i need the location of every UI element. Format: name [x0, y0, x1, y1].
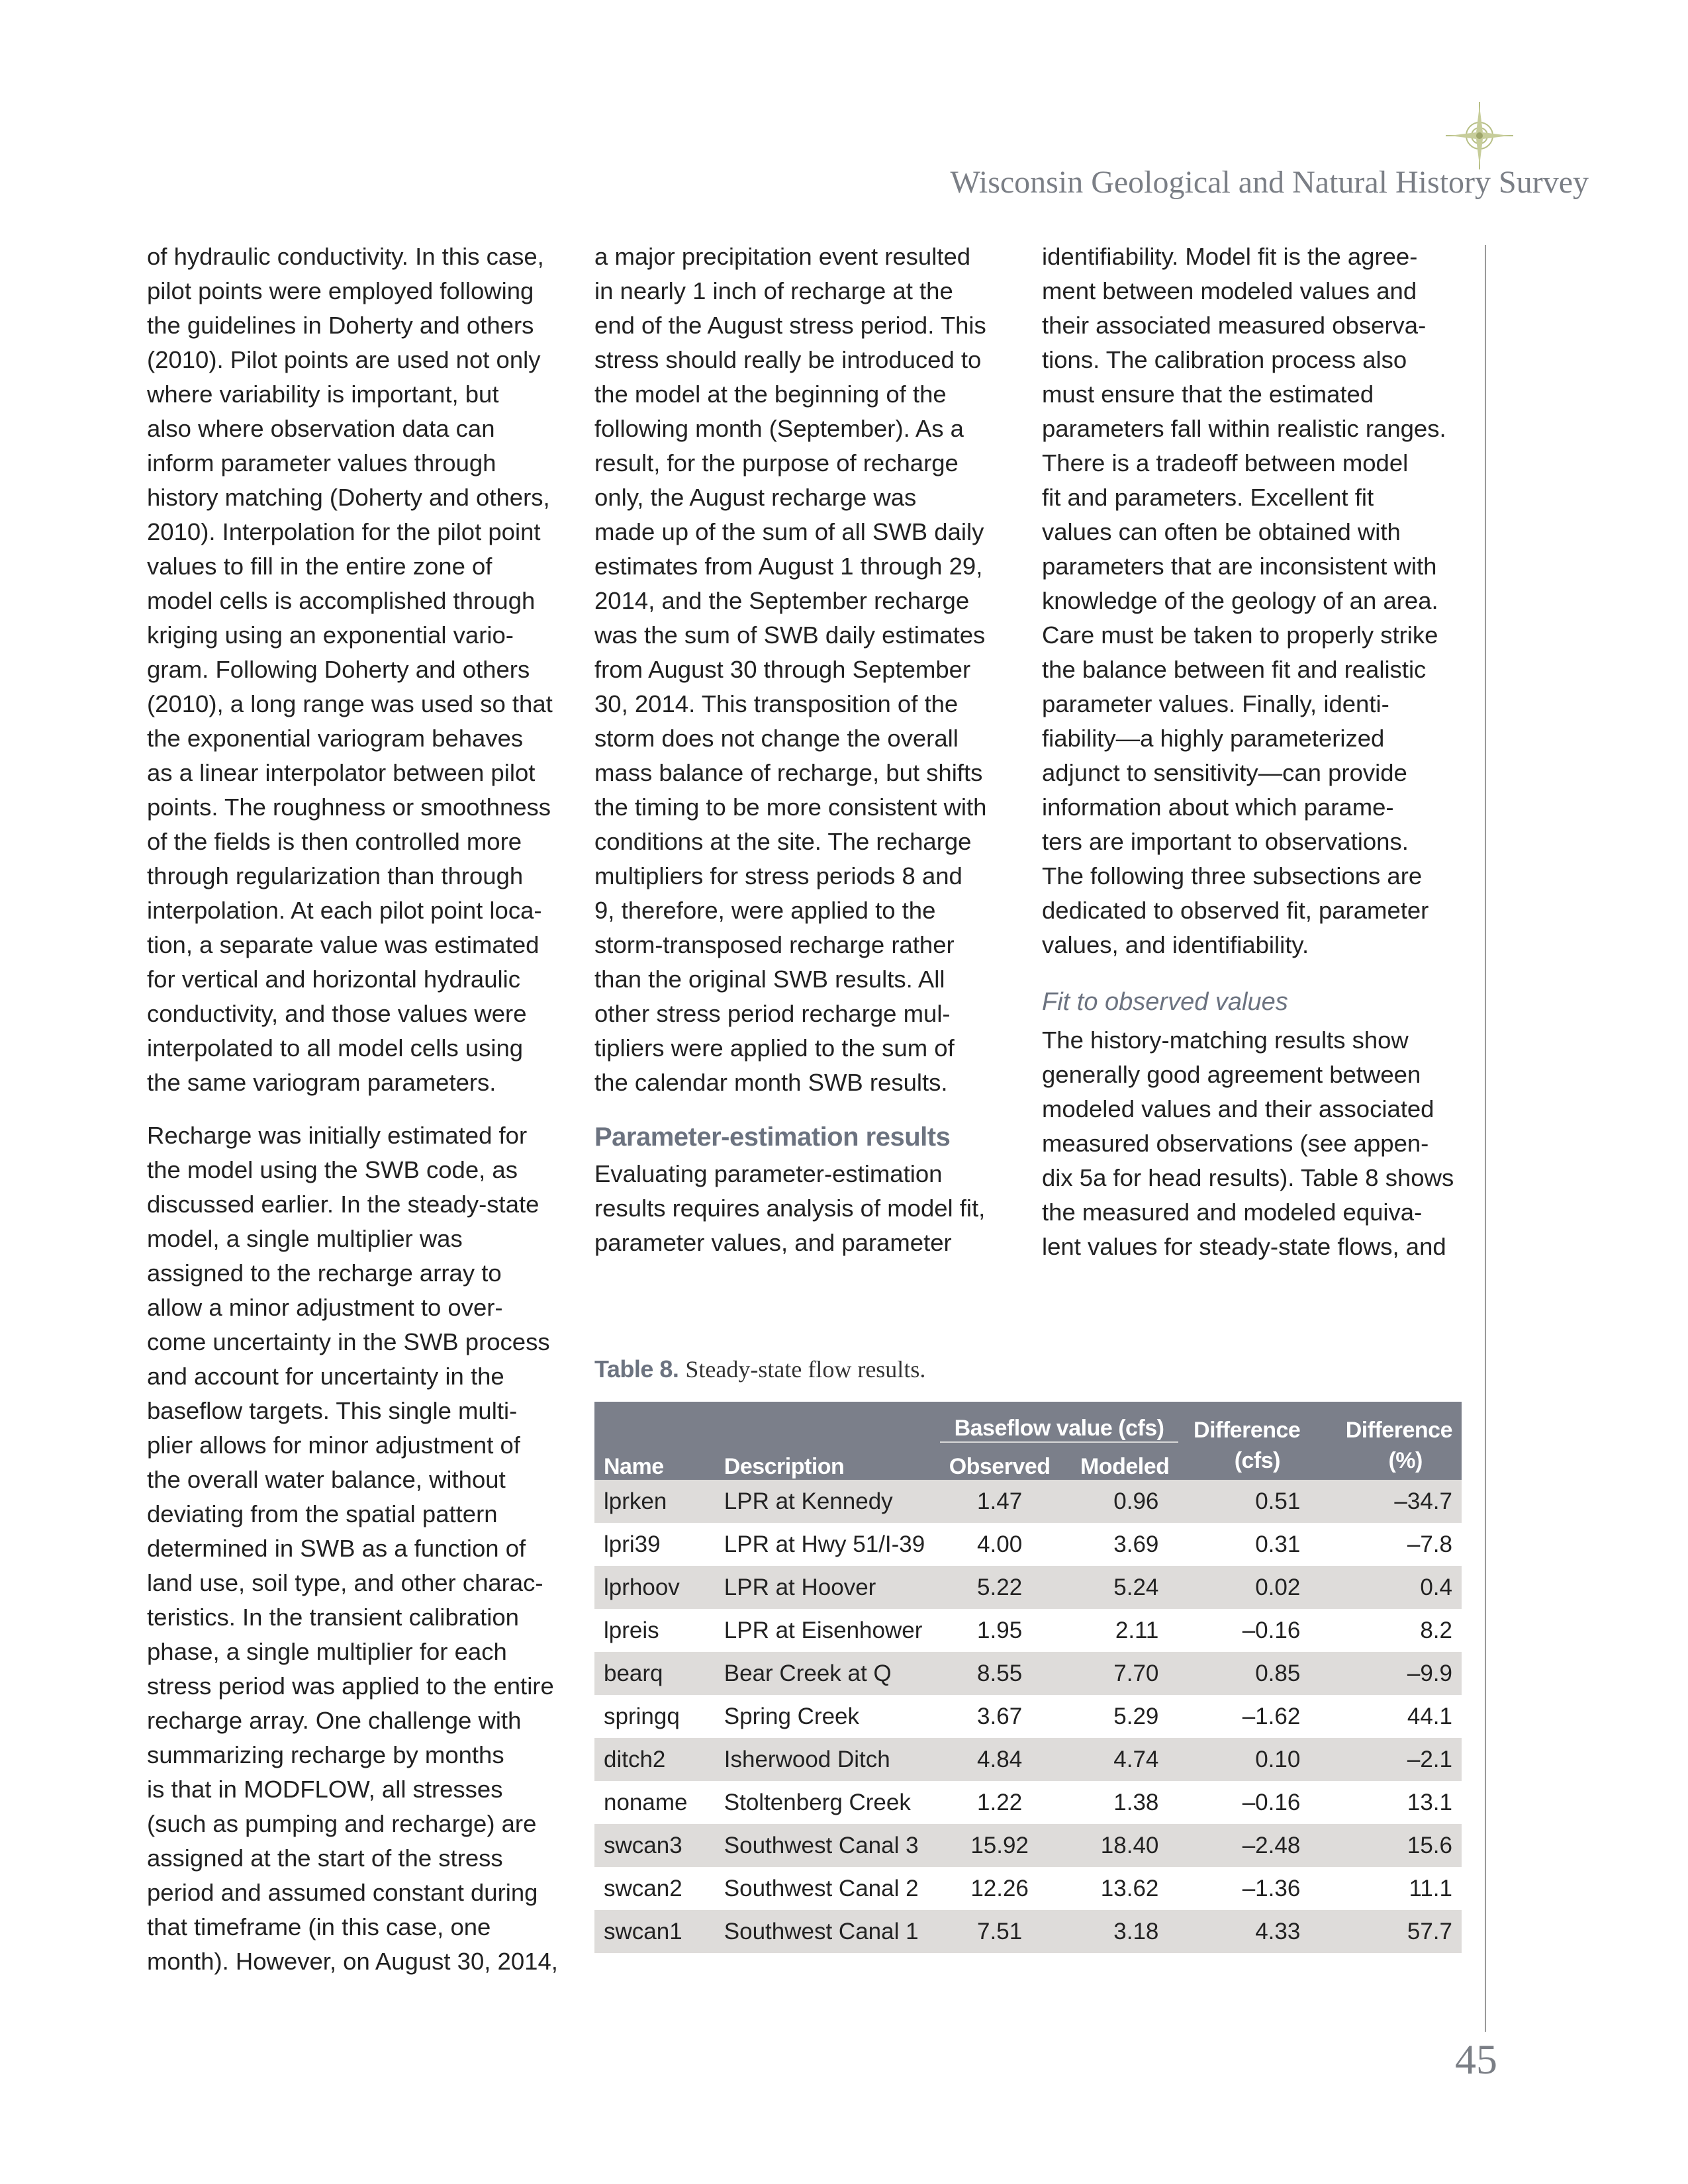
difference-pct-cell: 13.1	[1407, 1789, 1452, 1815]
difference-pct-cell: 57.7	[1309, 1910, 1462, 1953]
modeled-value-cell: 3.18	[1060, 1910, 1179, 1953]
observed-value-cell: 8.55	[940, 1652, 1060, 1695]
text-line: kriging using an exponential vario-	[147, 621, 514, 649]
site-description-cell: LPR at Kennedy	[715, 1480, 940, 1523]
text-line: period and assumed constant during	[147, 1879, 538, 1906]
observed-value-cell: 1.95	[977, 1617, 1023, 1643]
text-line: through regularization than through	[147, 862, 524, 889]
text-line: month). However, on August 30, 2014,	[147, 1948, 558, 1975]
diff-pct-header-line2: (%)	[1388, 1448, 1423, 1473]
text-line: information about which parame-	[1042, 794, 1394, 821]
site-description-cell: Southwest Canal 1	[715, 1910, 940, 1953]
text-line: must ensure that the estimated	[1042, 381, 1374, 408]
observed-value-cell: 12.26	[970, 1875, 1029, 1901]
text-line: deviating from the spatial pattern	[147, 1500, 498, 1527]
modeled-value-cell: 4.74	[1060, 1738, 1179, 1781]
text-line: teristics. In the transient calibration	[147, 1604, 519, 1631]
modeled-value-cell: 2.11	[1115, 1617, 1159, 1643]
text-line: the timing to be more consistent with	[594, 794, 987, 821]
publisher-title: Wisconsin Geological and Natural History Survey	[950, 165, 1589, 200]
difference-cfs-cell: –1.62	[1242, 1703, 1301, 1729]
table-row	[594, 1695, 1462, 1738]
diff-cfs-header-line2: (cfs)	[1234, 1448, 1280, 1473]
text-line: storm does not change the overall	[594, 725, 959, 752]
text-line: result, for the purpose of recharge	[594, 449, 959, 477]
text-line: inform parameter values through	[147, 449, 496, 477]
text-line: ment between modeled values and	[1042, 277, 1417, 304]
site-description-cell: LPR at Hoover	[715, 1566, 940, 1609]
text-line: adjunct to sensitivity—can provide	[1042, 759, 1407, 786]
difference-pct-cell: –7.8	[1407, 1531, 1452, 1557]
modeled-value-cell: 3.69	[1113, 1531, 1159, 1557]
observed-value-cell: 3.67	[977, 1703, 1023, 1729]
text-line: 2010). Interpolation for the pilot point	[147, 518, 541, 545]
table-row	[594, 1609, 1462, 1652]
modeled-value-cell: 5.24	[1060, 1566, 1179, 1609]
difference-pct-cell: 0.4	[1309, 1566, 1462, 1609]
site-name-cell: noname	[604, 1789, 688, 1815]
modeled-value-cell: 1.38	[1113, 1789, 1159, 1815]
page-number: 45	[1455, 2036, 1497, 2083]
section-heading: Parameter-estimation results	[594, 1122, 951, 1152]
text-line: storm-transposed recharge rather	[594, 931, 955, 958]
text-line: the calendar month SWB results.	[594, 1069, 948, 1096]
text-line: tion, a separate value was estimated	[147, 931, 539, 958]
modeled-value-cell: 13.62	[1100, 1875, 1159, 1901]
table-row	[594, 1910, 1462, 1953]
site-name-cell: lprhoov	[594, 1566, 715, 1609]
text-line: Evaluating parameter-estimation	[594, 1160, 943, 1187]
site-description-cell: Stoltenberg Creek	[724, 1789, 911, 1815]
text-line: plier allows for minor adjustment of	[147, 1432, 520, 1459]
site-name-cell: swcan3	[594, 1824, 715, 1867]
text-line: modeled values and their associated	[1042, 1095, 1434, 1122]
text-line: 2014, and the September recharge	[594, 587, 970, 614]
text-line: results requires analysis of model fit,	[594, 1195, 986, 1222]
text-line: discussed earlier. In the steady-state	[147, 1191, 539, 1218]
text-line: summarizing recharge by months	[147, 1741, 504, 1768]
text-line: that timeframe (in this case, one	[147, 1913, 491, 1940]
text-line: their associated measured observa-	[1042, 312, 1427, 339]
text-line: fiability—a highly parameterized	[1042, 725, 1385, 752]
observed-value-cell: 4.84	[940, 1738, 1060, 1781]
text-line: stress period was applied to the entire	[147, 1672, 554, 1700]
text-line: end of the August stress period. This	[594, 312, 986, 339]
name-header: Name	[594, 1442, 715, 1480]
text-line: land use, soil type, and other charac-	[147, 1569, 543, 1596]
difference-cfs-cell: –2.48	[1178, 1824, 1309, 1867]
difference-pct-cell: 15.6	[1309, 1824, 1462, 1867]
difference-cfs-cell: 0.02	[1178, 1566, 1309, 1609]
text-line: 9, therefore, were applied to the	[594, 897, 936, 924]
text-line: tions. The calibration process also	[1042, 346, 1407, 373]
text-line: points. The roughness or smoothness	[147, 794, 551, 821]
text-line: The history-matching results show	[1042, 1026, 1409, 1054]
text-line: model cells is accomplished through	[147, 587, 536, 614]
paragraph-pilot-points	[147, 240, 571, 1100]
baseflow-group-header: Baseflow value (cfs)	[940, 1402, 1179, 1442]
text-line: estimates from August 1 through 29,	[594, 553, 983, 580]
text-line: assigned to the recharge array to	[147, 1259, 502, 1287]
text-line: parameters that are inconsistent with	[1042, 553, 1437, 580]
difference-pct-cell: 44.1	[1407, 1703, 1452, 1729]
text-line: identifiability. Model fit is the agree-	[1042, 243, 1418, 270]
text-line: other stress period recharge mul-	[594, 1000, 951, 1027]
description-header: Description	[715, 1442, 940, 1480]
text-line: recharge array. One challenge with	[147, 1707, 522, 1734]
site-description-cell: Spring Creek	[724, 1703, 860, 1729]
subsection-heading: Fit to observed values	[1042, 988, 1288, 1016]
paragraph-storm-transposition	[594, 240, 1018, 1100]
observed-value-cell: 4.00	[977, 1531, 1023, 1557]
table-row	[594, 1824, 1462, 1867]
site-description-cell: Isherwood Ditch	[715, 1738, 940, 1781]
text-line: is that in MODFLOW, all stresses	[147, 1776, 503, 1803]
text-line: knowledge of the geology of an area.	[1042, 587, 1438, 614]
text-line: (2010), a long range was used so that	[147, 690, 553, 717]
difference-pct-header	[1309, 1402, 1462, 1480]
text-line: the exponential variogram behaves	[147, 725, 524, 752]
table-caption-label: Table 8.	[594, 1355, 679, 1383]
table-row	[594, 1867, 1462, 1910]
table-caption-text: Steady-state flow results.	[685, 1356, 926, 1383]
text-line: the model using the SWB code, as	[147, 1156, 518, 1183]
difference-pct-cell: 11.1	[1409, 1875, 1452, 1901]
text-line: assigned at the start of the stress	[147, 1844, 503, 1872]
diff-pct-header-line1: Difference	[1345, 1418, 1452, 1443]
table-row	[594, 1652, 1462, 1695]
site-description-cell: LPR at Eisenhower	[724, 1617, 923, 1643]
text-line: generally good agreement between	[1042, 1061, 1421, 1088]
difference-pct-cell: –9.9	[1309, 1652, 1462, 1695]
site-description-cell: Southwest Canal 3	[715, 1824, 940, 1867]
site-name-cell: lpreis	[604, 1617, 659, 1643]
text-line: conditions at the site. The recharge	[594, 828, 972, 855]
text-line: There is a tradeoff between model	[1042, 449, 1409, 477]
text-line: interpolated to all model cells using	[147, 1034, 524, 1062]
text-line: lent values for steady-state flows, and	[1042, 1233, 1446, 1260]
text-line: interpolation. At each pilot point loca-	[147, 897, 542, 924]
text-line: the overall water balance, without	[147, 1466, 506, 1493]
site-description-cell: Bear Creek at Q	[715, 1652, 940, 1695]
text-line: the measured and modeled equiva-	[1042, 1199, 1423, 1226]
text-line: the model at the beginning of the	[594, 381, 947, 408]
difference-cfs-cell: –0.16	[1242, 1789, 1301, 1815]
text-line: multipliers for stress periods 8 and	[594, 862, 962, 889]
text-line: the same variogram parameters.	[147, 1069, 496, 1096]
site-name-cell: springq	[604, 1703, 680, 1729]
text-line: parameter values, and parameter	[594, 1229, 952, 1256]
observed-value-cell: 1.22	[977, 1789, 1023, 1815]
text-line: the balance between fit and realistic	[1042, 656, 1427, 683]
paragraph-recharge	[147, 1118, 571, 1979]
paragraph-fit	[1042, 1023, 1466, 1264]
text-line: values, and identifiability.	[1042, 931, 1309, 958]
text-line: allow a minor adjustment to over-	[147, 1294, 503, 1321]
difference-cfs-cell: 0.31	[1255, 1531, 1301, 1557]
text-line: measured observations (see appen-	[1042, 1130, 1429, 1157]
text-line: also where observation data can	[147, 415, 495, 442]
text-line: conductivity, and those values were	[147, 1000, 527, 1027]
difference-cfs-header	[1178, 1402, 1309, 1480]
modeled-value-cell: 0.96	[1060, 1480, 1179, 1523]
observed-value-cell: 5.22	[940, 1566, 1060, 1609]
diff-cfs-header-line1: Difference	[1194, 1418, 1301, 1443]
text-column-3	[1042, 240, 1466, 1264]
site-name-cell: swcan2	[604, 1875, 682, 1901]
text-line: (2010). Pilot points are used not only	[147, 346, 541, 373]
text-line: than the original SWB results. All	[594, 966, 945, 993]
text-line: gram. Following Doherty and others	[147, 656, 530, 683]
text-line: dedicated to observed fit, parameter	[1042, 897, 1429, 924]
difference-cfs-cell: 0.51	[1178, 1480, 1309, 1523]
text-line: tipliers were applied to the sum of	[594, 1034, 955, 1062]
text-line: of hydraulic conductivity. In this case,	[147, 243, 544, 270]
text-column-2	[594, 240, 1018, 1260]
modeled-value-cell: 18.40	[1060, 1824, 1179, 1867]
text-line: values can often be obtained with	[1042, 518, 1401, 545]
table-caption	[594, 1355, 925, 1383]
column-rule	[1485, 245, 1486, 2032]
text-line: and account for uncertainty in the	[147, 1363, 504, 1390]
difference-pct-cell: 8.2	[1420, 1617, 1452, 1643]
text-line: where variability is important, but	[147, 381, 499, 408]
text-line: for vertical and horizontal hydraulic	[147, 966, 521, 993]
text-line: come uncertainty in the SWB process	[147, 1328, 550, 1355]
text-line: in nearly 1 inch of recharge at the	[594, 277, 953, 304]
text-line: dix 5a for head results). Table 8 shows	[1042, 1164, 1454, 1191]
site-name-cell: swcan1	[594, 1910, 715, 1953]
text-line: parameter values. Finally, identi-	[1042, 690, 1389, 717]
text-line: pilot points were employed following	[147, 277, 534, 304]
text-line: parameters fall within realistic ranges.	[1042, 415, 1446, 442]
difference-cfs-cell: 0.10	[1178, 1738, 1309, 1781]
difference-cfs-cell: 4.33	[1178, 1910, 1309, 1953]
text-line: only, the August recharge was	[594, 484, 917, 511]
text-line: Care must be taken to properly strike	[1042, 621, 1438, 649]
table-row	[594, 1480, 1462, 1523]
text-line: a major precipitation event resulted	[594, 243, 971, 270]
paragraph-evaluation	[594, 1157, 1018, 1260]
table-row	[594, 1523, 1462, 1566]
site-description-cell: Southwest Canal 2	[724, 1875, 919, 1901]
paragraph-identifiability	[1042, 240, 1466, 962]
text-line: as a linear interpolator between pilot	[147, 759, 536, 786]
text-line: mass balance of recharge, but shifts	[594, 759, 983, 786]
table-row	[594, 1566, 1462, 1609]
observed-header: Observed	[940, 1442, 1060, 1480]
text-line: was the sum of SWB daily estimates	[594, 621, 986, 649]
text-line: values to fill in the entire zone of	[147, 553, 492, 580]
site-name-cell: bearq	[594, 1652, 715, 1695]
modeled-value-cell: 5.29	[1113, 1703, 1159, 1729]
text-line: Recharge was initially estimated for	[147, 1122, 528, 1149]
difference-cfs-cell: 0.85	[1178, 1652, 1309, 1695]
modeled-header: Modeled	[1060, 1442, 1179, 1480]
difference-pct-cell: –34.7	[1309, 1480, 1462, 1523]
table-row	[594, 1781, 1462, 1824]
text-line: following month (September). As a	[594, 415, 964, 442]
site-name-cell: lprken	[594, 1480, 715, 1523]
observed-value-cell: 15.92	[940, 1824, 1060, 1867]
text-line: from August 30 through September	[594, 656, 971, 683]
text-line: made up of the sum of all SWB daily	[594, 518, 984, 545]
table-row	[594, 1738, 1462, 1781]
text-column-1	[147, 240, 571, 1979]
text-line: baseflow targets. This single multi-	[147, 1397, 518, 1424]
difference-cfs-cell: –0.16	[1242, 1617, 1301, 1643]
text-line: determined in SWB as a function of	[147, 1535, 526, 1562]
modeled-value-cell: 7.70	[1060, 1652, 1179, 1695]
text-line: history matching (Doherty and others,	[147, 484, 550, 511]
site-name-cell: ditch2	[594, 1738, 715, 1781]
text-line: 30, 2014. This transposition of the	[594, 690, 959, 717]
survey-logo-icon	[1443, 99, 1516, 172]
steady-state-flow-table	[594, 1402, 1462, 1953]
difference-cfs-cell: –1.36	[1242, 1875, 1301, 1901]
text-line: fit and parameters. Excellent fit	[1042, 484, 1374, 511]
site-description-cell: LPR at Hwy 51/I-39	[724, 1531, 925, 1557]
text-line: of the fields is then controlled more	[147, 828, 522, 855]
difference-pct-cell: –2.1	[1309, 1738, 1462, 1781]
observed-value-cell: 1.47	[940, 1480, 1060, 1523]
text-line: phase, a single multiplier for each	[147, 1638, 507, 1665]
text-line: (such as pumping and recharge) are	[147, 1810, 537, 1837]
text-line: stress should really be introduced to	[594, 346, 982, 373]
observed-value-cell: 7.51	[940, 1910, 1060, 1953]
text-line: The following three subsections are	[1042, 862, 1423, 889]
text-line: the guidelines in Doherty and others	[147, 312, 534, 339]
text-line: ters are important to observations.	[1042, 828, 1409, 855]
text-line: model, a single multiplier was	[147, 1225, 463, 1252]
site-name-cell: lpri39	[604, 1531, 661, 1557]
